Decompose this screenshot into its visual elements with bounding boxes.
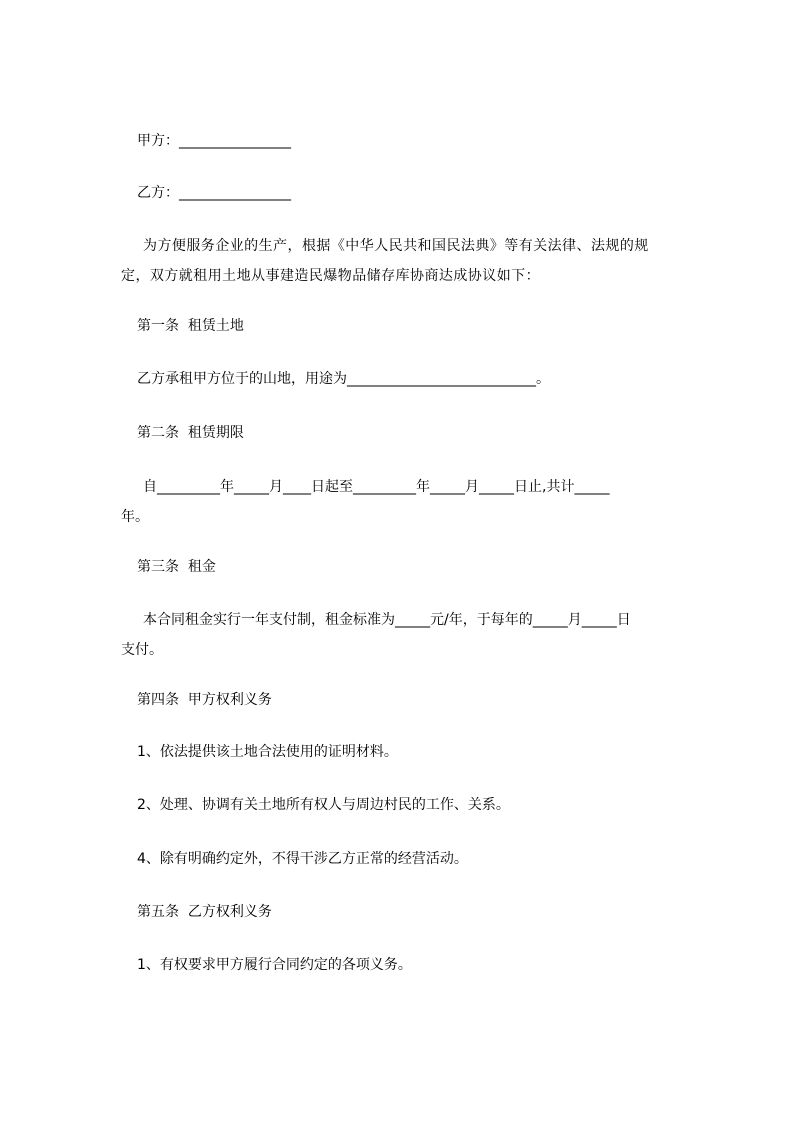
article-2-text-1: 自_________年_____月____日起至_________年_____月_____日止,共计_____ [143, 479, 610, 495]
article-4-item: 2、处理、协调有关土地所有权人与周边村民的工作、关系。 [137, 797, 510, 813]
article-1-text: 乙方承租甲方位于的山地，用途为___________________________。 [137, 371, 550, 387]
article-3-text-1: 本合同租金实行一年支付制，租金标准为_____元/年，于每年的_____月_____日 [143, 612, 631, 628]
article-2-title: 第二条 租赁期限 [137, 425, 244, 441]
article-5-item: 1、有权要求甲方履行合同约定的各项义务。 [137, 957, 412, 973]
article-3-text-2: 支付。 [121, 642, 163, 658]
intro-line-1: 为方便服务企业的生产，根据《中华人民共和国民法典》等有关法律、法规的规 [143, 238, 649, 254]
article-4-item: 1、依法提供该土地合法使用的证明材料。 [137, 744, 398, 760]
party-a-line: 甲方：________________ [137, 133, 291, 149]
article-4-title: 第四条 甲方权利义务 [137, 692, 272, 708]
article-3-title: 第三条 租金 [137, 559, 216, 575]
article-4-item: 4、除有明确约定外，不得干涉乙方正常的经营活动。 [137, 851, 468, 867]
article-2-text-2: 年。 [121, 509, 149, 525]
article-1-title: 第一条 租赁土地 [137, 318, 244, 334]
party-b-line: 乙方：________________ [137, 185, 291, 201]
intro-line-2: 定，双方就租用土地从事建造民爆物品储存库协商达成协议如下： [121, 268, 541, 284]
article-5-title: 第五条 乙方权利义务 [137, 904, 272, 920]
